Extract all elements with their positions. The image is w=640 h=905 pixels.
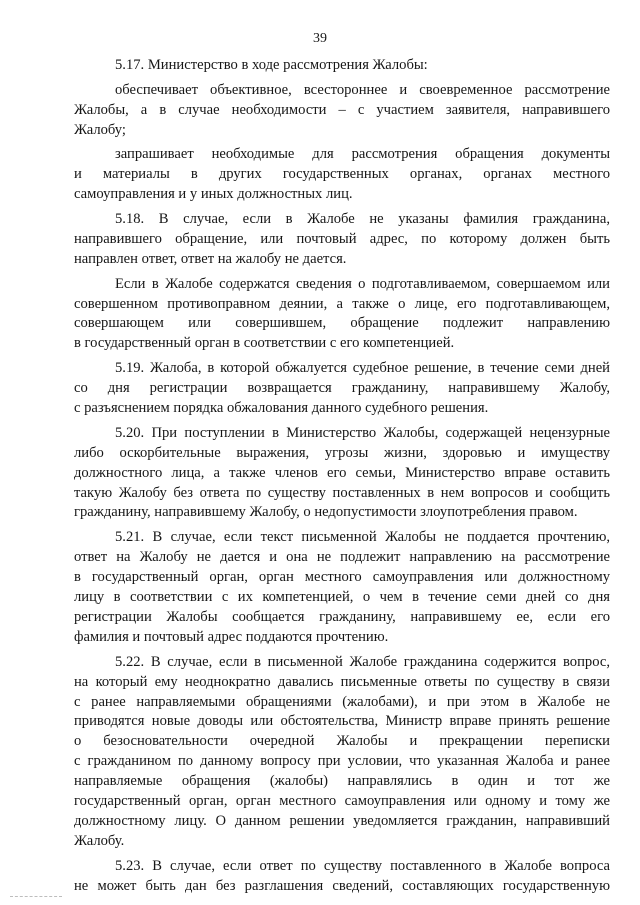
page-number: 39 — [313, 31, 327, 46]
text-line: 5.23. В случае, если ответ по существу поставленного в Жалобе вопроса — [115, 857, 610, 874]
text-line: должностному лицу. О данном решении уведомляется гражданин, направивший — [74, 813, 610, 830]
text-line: совершенном противоправном деянии, а также о лице, его подготавливающем, — [74, 295, 610, 312]
text-line: 5.17. Министерство в ходе рассмотрения Жалобы: — [115, 57, 428, 73]
text-line: в государственный орган, орган местного самоуправления или должностному — [74, 569, 610, 586]
text-line: на который ему неоднократно давались письменные ответы по существу в связи — [74, 673, 610, 690]
paragraph-5-19 — [74, 359, 610, 419]
text-line: и материалы в других государственных органах, органах местного — [74, 166, 610, 183]
text-line: 5.22. В случае, если в письменной Жалобе гражданина содержится вопрос, — [115, 653, 610, 670]
text-line: с разъяснением порядка обжалования данного судебного решения. — [74, 399, 489, 416]
text-line: ответ на Жалобу не дается и она не подлежит направлению на рассмотрение — [74, 549, 610, 566]
paragraph-unlawful-act — [74, 275, 610, 355]
text-line: Жалобу. — [74, 833, 125, 850]
text-line: приводятся новые доводы или обстоятельства, Министр вправе принять решение — [74, 713, 610, 730]
text-line: 5.21. В случае, если текст письменной Жалобы не поддается прочтению, — [115, 529, 610, 546]
text-line: 5.18. В случае, если в Жалобе не указаны фамилия гражданина, — [115, 210, 610, 227]
text-line: 5.20. При поступлении в Министерство Жалобы, содержащей нецензурные — [115, 424, 610, 441]
text-line: направляемые обращения (жалобы) направлялись в один и тот же — [74, 773, 610, 790]
scan-edge-mark — [10, 896, 62, 897]
text-line: 5.19. Жалоба, в которой обжалуется судебное решение, в течение семи дней — [115, 360, 610, 377]
text-line: Если в Жалобе содержатся сведения о подготавливаемом, совершаемом или — [115, 275, 610, 292]
paragraph-requests — [74, 145, 610, 205]
text-line: государственный орган, орган местного самоуправления или одному и тому же — [74, 793, 610, 810]
text-line: регистрации Жалобы сообщается гражданину, направившему ее, если его — [74, 608, 610, 625]
text-line: совершающем или совершившем, обращение подлежит направлению — [74, 315, 610, 332]
text-line: направившего обращение, или почтовый адрес, по которому должен быть — [74, 230, 610, 247]
text-line: о безосновательности очередной Жалобы и прекращении переписки — [74, 733, 610, 750]
text-line: такую Жалобу без ответа по существу поставленных в нем вопросов и сообщить — [74, 484, 610, 501]
text-line: либо оскорбительные выражения, угрозы жизни, здоровью и имуществу — [74, 444, 610, 461]
paragraph-5-21 — [74, 528, 610, 648]
text-line: со дня регистрации возвращается гражданину, направившему Жалобу, — [74, 380, 610, 397]
text-line: должностного лица, а также членов его семьи, Министерство вправе оставить — [74, 464, 610, 481]
text-line: с гражданином по данному вопросу при условии, что указанная Жалоба и ранее — [74, 753, 610, 770]
paragraph-5-23 — [74, 857, 610, 897]
text-line: фамилия и почтовый адрес поддаются прочтению. — [74, 628, 389, 645]
text-line: обеспечивает объективное, всестороннее и своевременное рассмотрение — [115, 81, 610, 98]
text-line: направлен ответ, ответ на жалобу не дается. — [74, 250, 347, 267]
paragraph-5-22 — [74, 653, 610, 852]
text-line: Жалобу; — [74, 121, 126, 138]
paragraph-5-18 — [74, 210, 610, 270]
paragraph-5-17 — [74, 56, 610, 76]
paragraph-ensures — [74, 81, 610, 141]
text-line: в государственный орган в соответствии с его компетенцией. — [74, 335, 455, 352]
text-line: запрашивает необходимые для рассмотрения обращения документы — [115, 146, 610, 163]
text-line: Жалобы, а в случае необходимости – с участием заявителя, направившего — [74, 101, 610, 118]
text-line: самоуправления и у иных должностных лиц. — [74, 186, 353, 203]
paragraph-5-20 — [74, 424, 610, 524]
document-body — [74, 56, 610, 897]
text-line: с ранее направляемыми обращениями (жалобами), и при этом в Жалобе не — [74, 693, 610, 710]
text-line: гражданину, направившему Жалобу, о недопустимости злоупотребления правом. — [74, 504, 578, 521]
text-line: не может быть дан без разглашения сведений, составляющих государственную — [74, 877, 610, 894]
text-line: лицу в соответствии с их компетенцией, о чем в течение семи дней со дня — [74, 589, 610, 606]
